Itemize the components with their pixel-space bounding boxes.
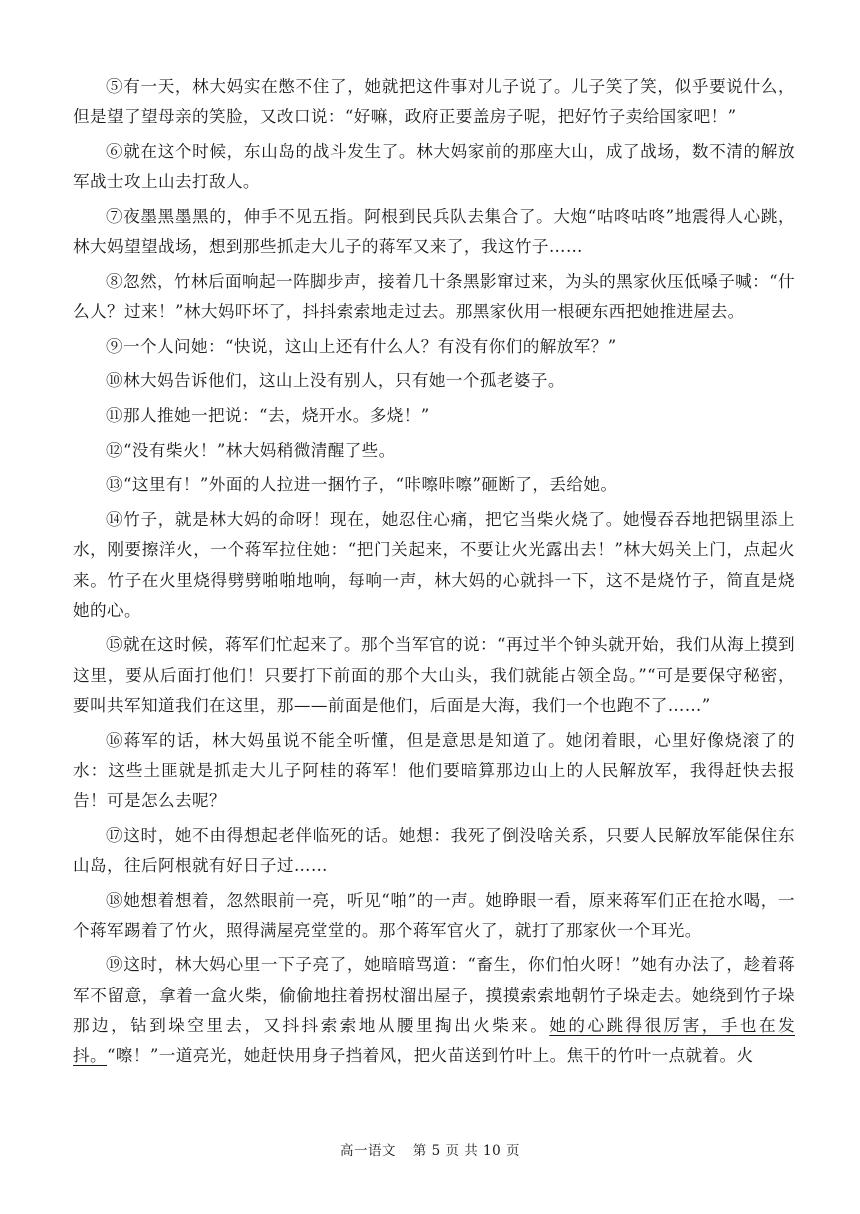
paragraph-5: ⑤有一天，林大妈实在憋不住了，她就把这件事对儿子说了。儿子笑了笑，似乎要说什么，但是望了望母亲的笑脸，又改口说：“好嘛，政府正要盖房子呢，把好竹子卖给国家吧！”: [73, 77, 795, 127]
paragraph-19: [73, 950, 795, 1071]
paragraph-17: ⑰这时，她不由得想起老伴临死的话。她想：我死了倒没啥关系，只要人民解放军能保住东山岛，往后阿根就有好日子过……: [73, 825, 795, 875]
paragraph-12: ⑫“没有柴火！”林大妈稍微清醒了些。: [106, 440, 396, 460]
paragraph-8: ⑧忽然，竹林后面响起一阵脚步声，接着几十条黑影窜过来，为头的黑家伙压低嗓子喊：“什么人？过来！”林大妈吓坏了，抖抖索索地走过去。那黑家伙用一根硬东西把她推进屋去。: [73, 271, 795, 321]
page-footer: [0, 1139, 860, 1159]
paragraph-10: ⑩林大妈告诉他们，这山上没有别人，只有她一个孤老婆子。: [106, 371, 565, 391]
paragraph-18: ⑱她想着想着，忽然眼前一亮，听见“啪”的一声。她睁眼一看，原来蒋军们正在抢水喝，一个蒋军踢着了竹火，照得满屋亮堂堂的。那个蒋军官火了，就打了那家伙一个耳光。: [73, 890, 795, 940]
paragraph-7: ⑦夜墨黑墨黑的，伸手不见五指。阿根到民兵队去集合了。大炮“咕咚咕咚”地震得人心跳，林大妈望望战场，想到那些抓走大儿子的蒋军又来了，我这竹子……: [73, 206, 795, 257]
paragraph-15: ⑮就在这时候，蒋军们忙起来了。那个当军官的说：“再过半个钟头就开始，我们从海上摸到这里，要从后面打他们！只要打下前面的那个大山头，我们就能占领全岛。”“可是要保守秘密，要叫共军知道我们在这里，那——前面是他们，后面是大海，我们一个也跑不了……”: [73, 635, 795, 715]
passage-body: [73, 72, 795, 1076]
paragraph-19-text-start: ⑲这时，林大妈心里一下子亮了，她暗暗骂道：“畜生，你们怕火呀！”她有办法了，趁着蒋军不留意，拿着一盒火柴，偷偷地拄着拐杖溜出屋子，摸摸索索地朝竹子垛走去。她绕到竹子垛那边，钻到垛空里去，又抖抖索索地从腰里掏出火柴来。: [73, 955, 795, 1035]
paragraph-19-text-end: “嚓！”一道亮光，她赶快用身子挡着风，把火苗送到竹叶上。焦干的竹叶一点就着。火: [107, 1046, 754, 1066]
paragraph-13: ⑬“这里有！”外面的人拉进一捆竹子，“咔嚓咔嚓”砸断了，丢给她。: [106, 475, 618, 495]
paragraph-16: ⑯蒋军的话，林大妈虽说不能全听懂，但是意思是知道了。她闭着眼，心里好像烧滚了的水：这些土匪就是抓走大儿子阿桂的蒋军！他们要暗算那边山上的人民解放军，我得赶快去报告！可是怎么去呢？: [73, 730, 795, 810]
footer-page-info: 第 5 页 共 10 页: [412, 1143, 521, 1159]
underlined-sentence: 她的心跳得很厉害，手也在发抖。: [73, 1015, 796, 1066]
paragraph-11: ⑪那人推她一把说：“去，烧开水。多烧！”: [106, 406, 430, 426]
paragraph-9: ⑨一个人问她：“快说，这山上还有什么人？有没有你们的解放军？”: [106, 336, 617, 356]
paragraph-14: ⑭竹子，就是林大妈的命呀！现在，她忍住心痛，把它当柴火烧了。她慢吞吞地把锅里添上水，刚要擦洋火，一个蒋军拉住她：“把门关起来，不要让火光露出去！”林大妈关上门，点起火来。竹子在火里烧得劈劈啪啪地响，每响一声，林大妈的心就抖一下，这不是烧竹子，简直是烧她的心。: [73, 510, 795, 620]
footer-subject: 高一语文: [339, 1143, 396, 1159]
paragraph-6: ⑥就在这个时候，东山岛的战斗发生了。林大妈家前的那座大山，成了战场，数不清的解放军战士攻上山去打敌人。: [73, 141, 795, 192]
